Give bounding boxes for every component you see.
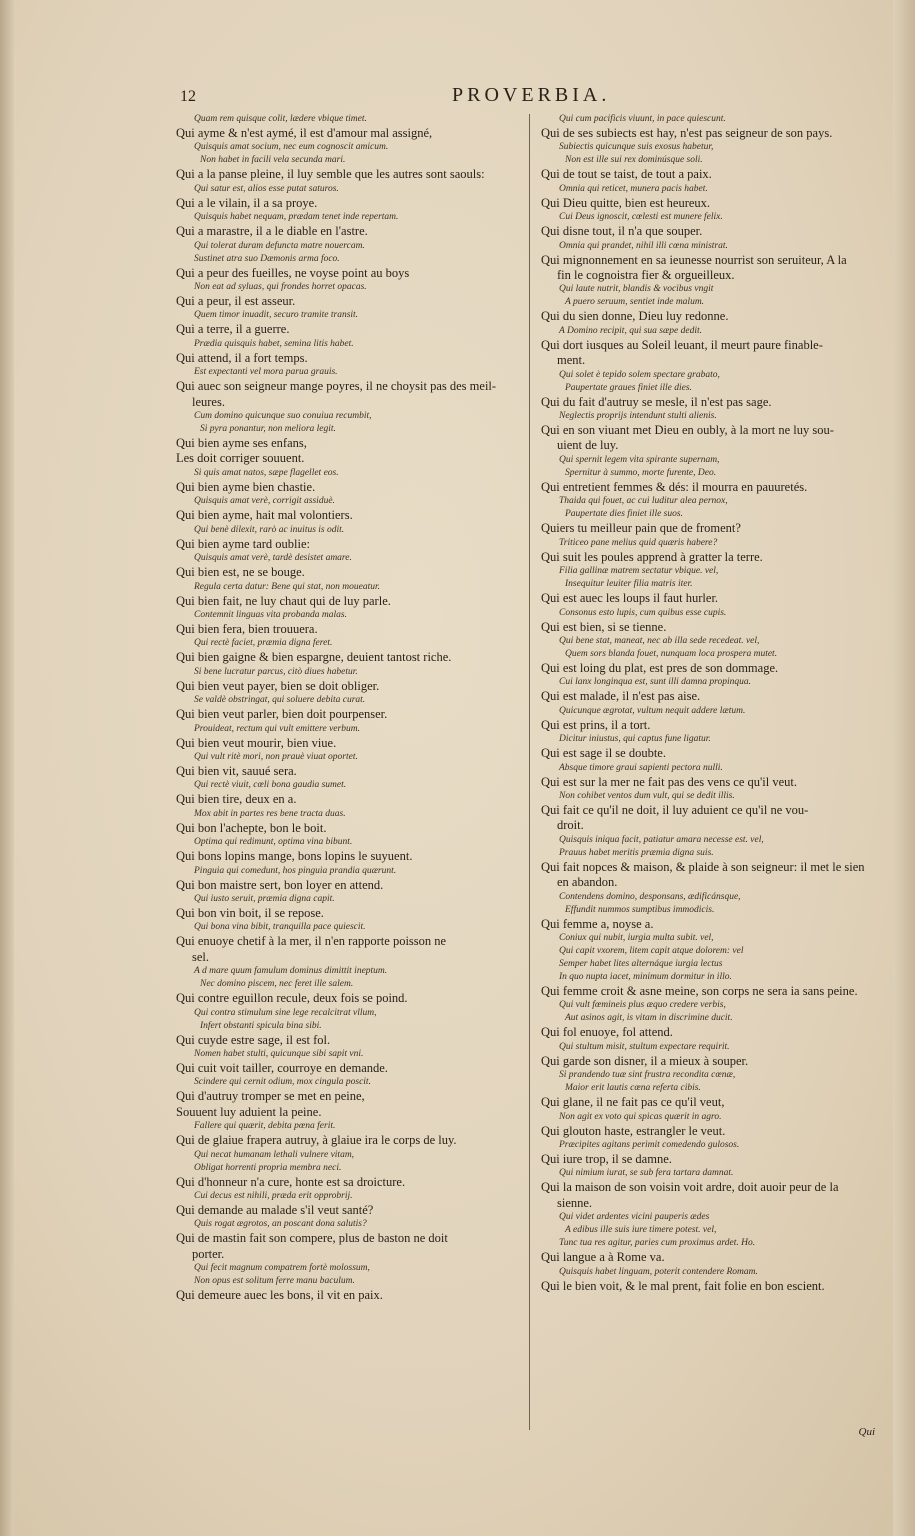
latin-gloss-line: Dicitur iniustus, qui captus fune ligatur. (559, 734, 711, 745)
facing-page-bleed (897, 110, 913, 1410)
proverb-line: Qui bien veut parler, bien doit pourpenser. (176, 707, 388, 722)
latin-gloss-line: Omnia qui prandet, nihil illi cœna ministrat. (559, 240, 728, 251)
proverb-line: Qui attend, il a fort temps. (176, 350, 308, 365)
proverb-line: Qui iure trop, il se damne. (541, 1152, 672, 1166)
proverb-line: Qui enuoye chetif à la mer, il n'en rapporte poisson ne (176, 934, 447, 949)
latin-gloss-line: Pinguia qui comedunt, hos pinguia prandia quærunt. (194, 865, 397, 876)
latin-gloss-line: Thaida qui fouet, ac cui luditur alea pernox, (559, 496, 728, 507)
latin-gloss-line: A edibus ille suis iure timere potest. vel, (565, 1225, 717, 1236)
latin-gloss-line: Non opus est solitum ferre manu baculum. (194, 1276, 355, 1287)
proverb-line: Qui bien ayme tard oublie: (176, 536, 310, 551)
latin-gloss-line: Filia gallinæ matrem sectatur vbique. vel, (559, 566, 719, 577)
latin-gloss-line: Optima qui redimunt, optima vina bibunt. (194, 837, 353, 848)
proverb-line: Qui bien est, ne se bouge. (176, 565, 305, 580)
latin-gloss-line: Maior erit lautis cœna referta cibis. (565, 1083, 701, 1094)
proverb-line: Qui de glaiue frapera autruy, à glaiue ira le corps de luy. (176, 1133, 457, 1148)
proverb-line: Qui en son viuant met Dieu en oubly, à la mort ne luy sou- (541, 423, 834, 438)
proverb-line: Qui femme croit & asne meine, son corps ne sera ia sans peine. (541, 983, 858, 998)
proverb-line: Qui ayme & n'est aymé, il est d'amour mal assigné, (176, 126, 433, 140)
latin-gloss-line: Non cohibet ventos dum vult, qui se dedit illis. (559, 790, 735, 801)
latin-gloss-line: Coniux qui nubit, iurgia multa subit. vel, (559, 932, 714, 943)
latin-gloss-line: Paupertate graues finiet ille dies. (565, 382, 692, 393)
proverb-line: Qui Dieu quitte, bien est heureux. (541, 195, 711, 210)
proverb-line: Qui bons lopins mange, bons lopins le suyuent. (176, 849, 413, 864)
latin-gloss-line: Quem sors blanda fouet, nunquam loca prospera mutet. (565, 648, 778, 659)
latin-gloss-line: Prouideat, rectum qui vult emittere verbum. (194, 723, 360, 734)
proverb-line: ment. (557, 353, 586, 368)
proverb-line: Qui dort iusques au Soleil leuant, il meurt paure finable- (541, 337, 823, 352)
latin-gloss-line: Neglectis proprijs intendunt stulti alienis. (559, 411, 717, 422)
proverb-line: Qui est loing du plat, est pres de son dommage. (541, 660, 779, 675)
latin-gloss-line: Præcipites agitans perimit comedendo gulosos. (559, 1140, 740, 1150)
proverb-line: Qui bon maistre sert, bon loyer en attend. (176, 877, 384, 892)
proverb-line: Qui le bien voit, & le mal prent, fait folie en bon escient. (541, 1278, 825, 1293)
latin-gloss-line: Qui stultum misit, stultum expectare requirit. (559, 1041, 730, 1052)
proverb-line: Qui bien fera, bien trouuera. (176, 621, 318, 636)
proverb-line: leures. (192, 394, 225, 409)
latin-gloss-line: Quicunque ægrotat, vultum nequit addere lætum. (559, 705, 746, 716)
latin-gloss-line: Non agit ex voto qui spicas quærit in agro. (559, 1111, 722, 1122)
latin-gloss-line: Est expectanti vel mora parua grauis. (194, 367, 338, 378)
latin-gloss-line: Qui contra stimulum sine lege recalcitrat vllum, (194, 1007, 377, 1018)
proverb-line: Qui suit les poules apprend à gratter la terre. (541, 549, 763, 564)
latin-gloss-line: Cui lanx longinqua est, sunt illi damna propinqua. (559, 677, 752, 688)
latin-gloss-line: Mox abit in partes res bene tracta duas. (194, 808, 346, 819)
proverb-line: Qui bien ayme bien chastie. (176, 479, 316, 494)
proverb-line: Qui bien fait, ne luy chaut qui de luy parle. (176, 593, 391, 608)
latin-gloss-line: A d mare quum famulum dominus dimittit ineptum. (194, 966, 388, 977)
proverb-line: Qui est malade, il n'est pas aise. (541, 689, 701, 704)
latin-gloss-line: Quisquis amat verè, corrigit assiduè. (194, 496, 335, 507)
right-column (541, 113, 886, 1443)
latin-gloss-line: Quisquis amat socium, nec eum cognoscit amicum. (194, 142, 389, 153)
latin-gloss-line: Quisquis iniqua facit, patiatur amara necesse est. vel, (559, 834, 764, 845)
latin-gloss-line: Obligat horrenti propria membra neci. (194, 1162, 342, 1173)
proverb-line: Qui d'honneur n'a cure, honte est sa droicture. (176, 1174, 406, 1189)
latin-gloss-line: Qui bona vina bibit, tranquilla pace quiescit. (194, 922, 366, 933)
latin-gloss-line: Subiectis quicunque suis exosus habetur, (559, 142, 714, 153)
latin-gloss-line: Effundit nummos sumptibus immodicis. (565, 904, 715, 915)
proverb-line: Qui langue a à Rome va. (541, 1250, 665, 1265)
proverb-line: Qui mignonnement en sa ieunesse nourrist son seruiteur, A la (541, 252, 847, 267)
latin-gloss-line: Infert obstanti spicula bina sibi. (200, 1020, 322, 1031)
proverb-line: Qui est prins, il a tort. (541, 717, 651, 732)
latin-gloss-line: Qui rectè viuit, cœli bona gaudia sumet. (194, 780, 347, 791)
latin-gloss-line: Cum domino quicunque suo conuiua recumbit, (194, 411, 372, 422)
proverb-line: Qui fait nopces & maison, & plaide à son seigneur: il met le sien (541, 859, 865, 874)
proverb-line: Qui bien ayme ses enfans, (176, 436, 307, 451)
proverb-line: Qui a marastre, il a le diable en l'astre. (176, 224, 368, 239)
latin-gloss-line: Cui decus est nihili, præda erit opprobrij. (194, 1191, 353, 1202)
proverb-line: Qui bien tire, deux en a. (176, 792, 297, 807)
latin-gloss-line: Si prandendo tuæ sint frustra recondita cœnæ, (559, 1070, 736, 1081)
latin-gloss-line: Qui bene stat, maneat, nec ab illa sede recedeat. vel, (559, 635, 760, 646)
proverb-line: porter. (192, 1246, 225, 1261)
latin-gloss-line: Fallere qui quærit, debita pœna ferit. (194, 1121, 336, 1132)
latin-gloss-line: A puero seruum, sentiet inde malum. (565, 297, 705, 308)
latin-gloss-line: Tunc tua res agitur, paries cum proximus ardet. Ho. (559, 1238, 756, 1249)
latin-gloss-line: Qui tolerat duram defuncta matre nouercam. (194, 240, 365, 251)
latin-gloss-line: Prædia quisquis habet, semina litis habet. (194, 338, 354, 349)
proverb-line: Qui bon l'achepte, bon le boit. (176, 820, 327, 835)
latin-gloss-line: Qui necat humanam lethali vulnere vitam, (194, 1149, 355, 1160)
latin-gloss-line: Qui iusto seruit, præmia digna capit. (194, 893, 335, 904)
latin-gloss-line: Qui benè dilexit, rarò ac inuitus is odit. (194, 524, 345, 535)
latin-gloss-line: Omnia qui reticet, munera pacis habet. (559, 183, 708, 194)
proverb-line: Qui de mastin fait son compere, plus de baston ne doit (176, 1231, 448, 1246)
latin-gloss-line: Nec domino piscem, nec feret ille salem. (200, 979, 354, 990)
latin-gloss-line: Semper habet lites alternáque iurgia lectus (559, 958, 723, 969)
proverb-line: Qui bien veut payer, bien se doit obliger. (176, 678, 380, 693)
latin-gloss-line: Quisquis amat verè, tardè desistet amare. (194, 553, 352, 564)
proverb-line: Souuent luy aduient la peine. (176, 1104, 322, 1119)
latin-gloss-line: Contendens domino, desponsans, ædificánsque, (559, 891, 741, 902)
latin-gloss-line: Qui vult fœmineis plus æquo credere verbis, (559, 1000, 726, 1011)
proverb-line: Qui a terre, il a guerre. (176, 322, 290, 337)
latin-gloss-line: Regula certa datur: Bene qui stat, non moueatur. (194, 581, 381, 592)
latin-gloss-line: Quisquis habet nequam, prædam tenet inde repertam. (194, 212, 399, 223)
proverb-line: Qui cuit voit tailler, courroye en demande. (176, 1061, 388, 1075)
proverb-line: uient de luy. (557, 438, 619, 453)
proverb-line: Qui disne tout, il n'a que souper. (541, 224, 703, 239)
latin-gloss-line: Qui satur est, alios esse putat saturos. (194, 183, 339, 194)
latin-gloss-line: Aut asinos agit, is vitam in discrimine ducit. (565, 1013, 733, 1024)
proverb-line: sienne. (557, 1195, 593, 1210)
latin-gloss-line: Spernitur à summo, morte furente, Deo. (565, 467, 717, 478)
proverb-line: droit. (557, 818, 584, 833)
latin-gloss-line: Quem timor inuadit, securo tramite transit. (194, 310, 359, 321)
latin-gloss-line: Si bene lucratur parcus, citò diues habetur. (194, 666, 358, 677)
latin-gloss-line: Qui fecit magnum compatrem fortè molossum, (194, 1263, 370, 1274)
latin-gloss-line: Non eat ad syluas, qui frondes horret opacas. (194, 282, 367, 293)
latin-gloss-line: Qui nimium iurat, se sub fera tartara damnat. (559, 1168, 734, 1179)
proverb-line: Qui a peur, il est asseur. (176, 294, 296, 309)
proverb-line: Qui bien ayme, hait mal volontiers. (176, 508, 353, 523)
latin-gloss-line: Qui cum pacificis viuunt, in pace quiescunt. (559, 114, 726, 124)
latin-gloss-line: Quis rogat ægrotos, an poscant dona salutis? (194, 1219, 367, 1230)
proverb-line: Qui a la panse pleine, il luy semble que les autres sont saouls: (176, 167, 485, 182)
latin-gloss-line: Si pyra ponantur, non meliora legit. (200, 424, 336, 435)
latin-gloss-line: Insequitur leuiter filia matris iter. (565, 579, 693, 590)
proverb-line: Qui cuyde estre sage, il est fol. (176, 1032, 331, 1047)
proverb-line: Qui bien veut mourir, bien viue. (176, 735, 337, 750)
proverb-line: en abandon. (557, 875, 618, 890)
latin-gloss-line: Qui videt ardentes vicini pauperis ædes (559, 1212, 710, 1223)
proverb-line: Qui bien gaigne & bien espargne, deuient tantost riche. (176, 650, 452, 665)
proverb-line: Qui fol enuoye, fol attend. (541, 1025, 673, 1040)
proverb-line: Qui est sur la mer ne fait pas des vens ce qu'il veut. (541, 774, 797, 789)
latin-gloss-line: Qui laute nutrit, blandis & vocibus vngit (559, 284, 714, 295)
latin-gloss-line: Qui solet è tepido solem spectare grabato, (559, 369, 720, 380)
proverb-line: fin le cognoistra fier & orgueilleux. (557, 268, 735, 283)
latin-gloss-line: Si quis amat natos, sæpe flagellet eos. (194, 467, 339, 478)
latin-gloss-line: Qui spernit legem vita spirante supernam, (559, 454, 720, 465)
latin-gloss-line: Scindere qui cernit odium, mox cingula poscit. (194, 1077, 371, 1088)
proverb-line: Qui du sien donne, Dieu luy redonne. (541, 309, 729, 324)
proverb-line: Qui de ses subiects est hay, n'est pas seigneur de son pays. (541, 126, 833, 140)
latin-gloss-line: Se valdè obstringat, qui soluere debita curat. (194, 695, 366, 706)
proverb-line: Qui du fait d'autruy se mesle, il n'est pas sage. (541, 394, 772, 409)
latin-gloss-line: Prauus habet meritis præmia digna suis. (559, 847, 714, 858)
proverb-line: Qui la maison de son voisin voit ardre, doit auoir peur de la (541, 1180, 839, 1195)
proverb-line: Qui contre eguillon recule, deux fois se poind. (176, 991, 408, 1006)
latin-gloss-line: In quo nupta iacet, minimum dormitur in illo. (559, 971, 732, 982)
proverb-line: Qui est sage il se doubte. (541, 746, 666, 761)
running-title: PROVERBIA. (452, 84, 611, 106)
latin-gloss-line: Absque timore graui sapienti pectora nulli. (559, 762, 723, 773)
latin-gloss-line: Nomen habet stulti, quicunque sibi sapit vni. (194, 1049, 364, 1059)
latin-gloss-line: Sustinet atra suo Dæmonis arma foco. (194, 253, 340, 264)
proverb-line: Qui a le vilain, il a sa proye. (176, 195, 318, 210)
latin-gloss-line: Triticeo pane melius quid quæris habere? (559, 537, 718, 548)
proverb-line: Qui de tout se taist, de tout a paix. (541, 167, 712, 182)
proverb-line: Qui fait ce qu'il ne doit, il luy aduient ce qu'il ne vou- (541, 802, 809, 817)
proverb-line: Qui a peur des fueilles, ne voyse point au boys (176, 265, 410, 280)
proverb-line: Qui demande au malade s'il veut santé? (176, 1203, 374, 1218)
latin-gloss-line: Quam rem quisque colit, lædere vbique timet. (194, 114, 367, 124)
latin-gloss-line: Cui Deus ignoscit, cœlesti est munere felix. (559, 212, 723, 223)
proverb-line: Quiers tu meilleur pain que de froment? (541, 521, 741, 536)
proverb-line: Qui d'autruy tromper se met en peine, (176, 1089, 365, 1104)
proverb-line: Qui glane, il ne fait pas ce qu'il veut, (541, 1095, 725, 1110)
proverb-line: Qui garde son disner, il a mieux à souper. (541, 1053, 749, 1068)
column-divider (529, 114, 530, 1430)
proverb-line: Qui demeure auec les bons, il vit en paix. (176, 1288, 383, 1303)
left-column (176, 113, 521, 1443)
proverb-line: Les doit corriger souuent. (176, 451, 305, 466)
latin-gloss-line: A Domino recipit, qui sua sæpe dedit. (559, 325, 703, 336)
proverb-line: Qui est bien, si se tienne. (541, 619, 667, 634)
proverb-line: Qui bon vin boit, il se repose. (176, 905, 324, 920)
page-gutter-shadow (0, 0, 14, 1536)
latin-gloss-line: Consonus esto lupis, cum quibus esse cupis. (559, 607, 727, 618)
latin-gloss-line: Contemnit linguas vita probanda malas. (194, 609, 347, 620)
latin-gloss-line: Quisquis habet linguam, poterit contendere Romam. (559, 1266, 758, 1277)
proverb-line: Qui glouton haste, estrangler le veut. (541, 1123, 726, 1138)
proverb-line: Qui est auec les loups il faut hurler. (541, 591, 719, 606)
latin-gloss-line: Non habet in facili vela secunda mari. (200, 155, 346, 166)
latin-gloss-line: Non est ille sui rex dominúsque soli. (565, 155, 703, 166)
proverb-line: Qui bien vit, sauué sera. (176, 763, 297, 778)
latin-gloss-line: Qui capit vxorem, litem capit atque dolorem: vel (559, 945, 744, 956)
latin-gloss-line: Qui rectè faciet, præmia digna feret. (194, 638, 333, 649)
latin-gloss-line: Qui vult ritè mori, non prauè viuat oportet. (194, 751, 358, 762)
proverb-line: Qui entretient femmes & dés: il mourra en pauuretés. (541, 479, 808, 494)
proverb-line: Qui femme a, noyse a. (541, 916, 654, 931)
page-number: 12 (180, 88, 196, 105)
proverb-line: sel. (192, 949, 210, 964)
proverb-line: Qui auec son seigneur mange poyres, il ne choysit pas des meil- (176, 379, 497, 394)
latin-gloss-line: Paupertate dies finiet ille suos. (565, 509, 683, 520)
catchword: Qui (858, 1426, 875, 1438)
